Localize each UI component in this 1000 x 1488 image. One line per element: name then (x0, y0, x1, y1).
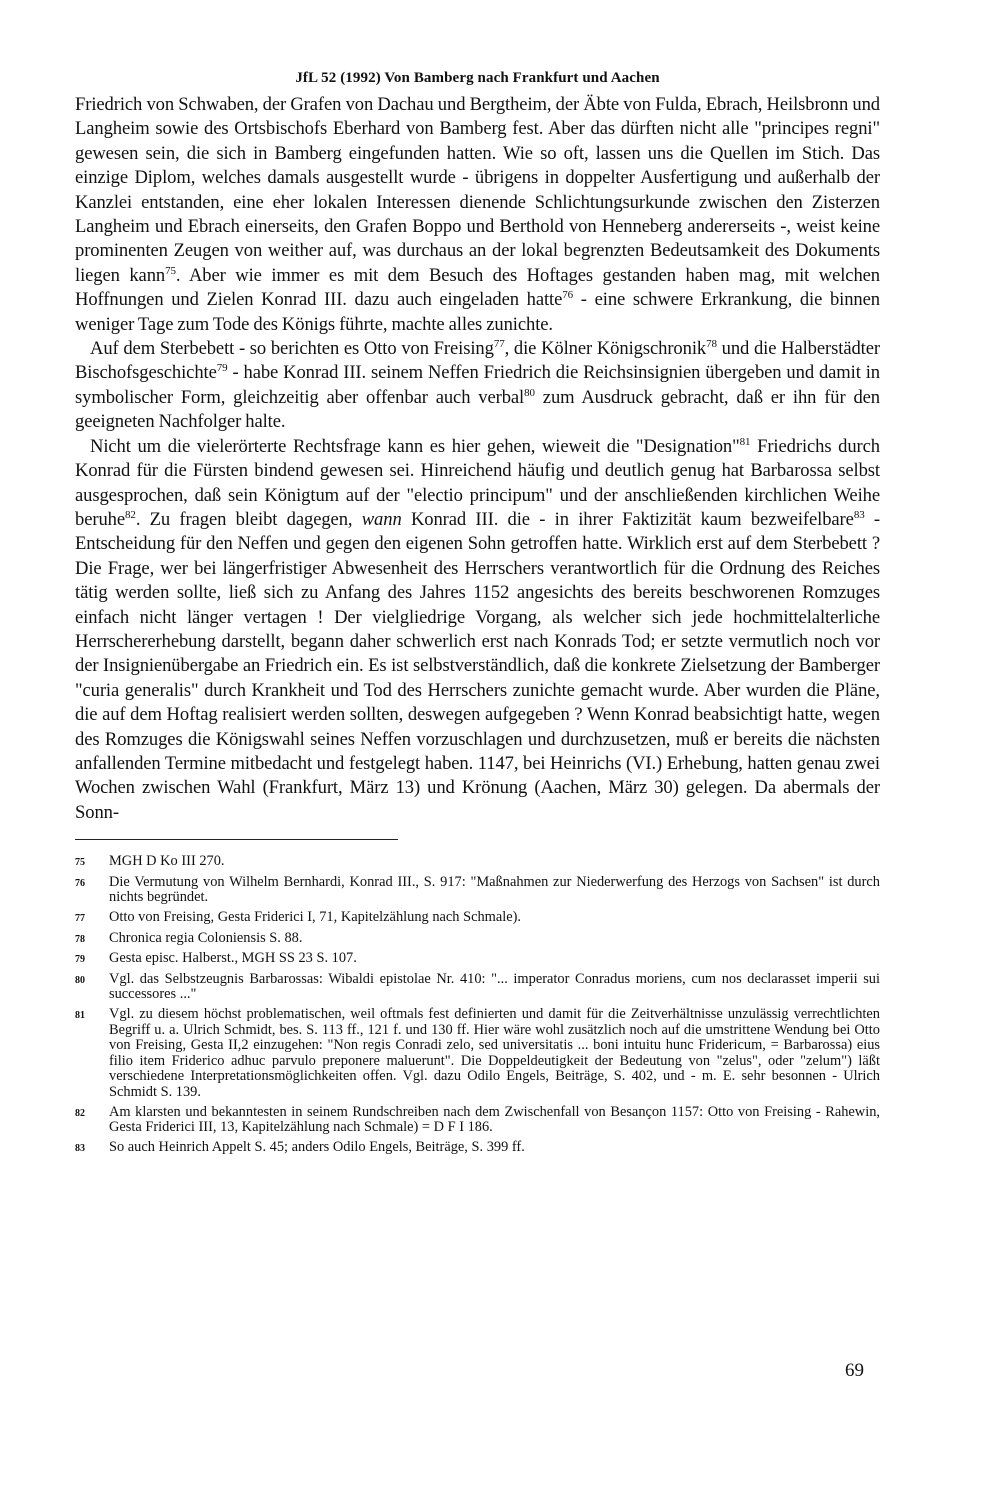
footnote-number: 75 (75, 857, 85, 869)
paragraph-1 (75, 93, 880, 337)
text-run: Nicht um die vielerörterte Rechtsfrage kann es hier gehen, wieweit die "Designation" (90, 435, 740, 457)
footnote-ref-83[interactable]: 83 (853, 508, 865, 521)
page-number: 69 (845, 1360, 864, 1381)
footnote-number: 78 (75, 933, 85, 945)
footnote-ref-76[interactable]: 76 (562, 289, 574, 302)
text-run: - Entscheidung für den Neffen und gegen den eigenen Sohn getroffen hatte. Wirklich erst auf dem Sterbebett ? Die Frage, wer bei längerfristiger Abwesenheit des Herrschers verantwortlich für die Ordnung des Reiches tätig werden sollte, ließ sich zu Anfang des Jahres 1152 angesichts des bereits beschworenen Romzuges einfach nicht länger vertagen ! Der vielgliedrige Vorgang, als welcher sich jede hochmittelalterliche Herrschererhebung darstellt, begann daher schwerlich erst nach Konrads Tod; er setzte vermutlich noch vor der Insignienübergabe an Friedrich ein. Es ist selbstverständlich, daß die konkrete Zielsetzung der Bamberger "curia generalis" durch Krankheit und Tod des Herrschers zunichte gemacht wurde. Aber wurden die Pläne, die auf dem Hoftag realisiert werden sollten, deswegen aufgegeben ? Wenn Konrad beabsichtigt hatte, wegen des Romzuges die Königswahl seines Neffen vorzuschlagen und durchzusetzen, muß er bereits die nächsten anfallenden Termine mitbedacht und festgelegt haben. 1147, bei Heinrichs (VI.) Erhebung, hatten genau zwei Wochen zwischen Wahl (Frankfurt, März 13) und Krönung (Aachen, März 30) gelegen. Da abermals der Sonn- (75, 508, 881, 823)
footnote-text: Gesta episc. Halberst., MGH SS 23 S. 107. (109, 950, 357, 967)
footnote-76 (75, 875, 880, 906)
text-run: Auf dem Sterbebett - so berichten es Otto von Freising (90, 338, 494, 360)
footnote-text: Chronica regia Coloniensis S. 88. (109, 929, 303, 946)
running-header: JfL 52 (1992) Von Bamberg nach Frankfurt und Aachen (295, 70, 660, 86)
footnote-number: 83 (75, 1142, 85, 1154)
text-run: . Zu fragen bleibt dagegen, (135, 508, 362, 530)
page (75, 70, 880, 1160)
footnote-number: 80 (75, 974, 85, 986)
footnote-75 (75, 854, 880, 871)
footnote-ref-77[interactable]: 77 (493, 338, 505, 351)
footnote-78 (75, 931, 880, 948)
footnote-number: 82 (75, 1107, 85, 1119)
footnote-text: Otto von Freising, Gesta Friderici I, 71, Kapitelzählung nach Schmale). (109, 908, 522, 925)
footnote-text: MGH D Ko III 270. (109, 853, 225, 870)
paragraph-3 (75, 435, 880, 826)
footnote-79 (75, 951, 880, 968)
footnote-text: Vgl. zu diesem höchst problematischen, weil oftmals fest definierten und damit für die Zeitverhältnisse unzulässig verrechtlichten Begriff u. a. Ulrich Schmidt, bes. S. 113 ff., 121 f. und 130 ff. Hier wäre wohl zusätzlich noch auf die umstrittene Wendung bei Otto von Freising, Gesta II,2 einzugehen: "Non regis Conradi zelo, sed universitatis ... boni intuitu hunc Fridericum, = Barbarossa) eius filio item Friderico adhuc parvulo preponere maluerunt". Die Doppeldeutigkeit der Bedeutung von "zelus", oder "zelum") läßt verschiedene Interpretationsmöglichkeiten offen. Vgl. dazu Odilo Engels, Beiträge, S. 402, und - m. E. sehr besonnen - Ulrich Schmidt S. 139. (109, 1005, 880, 1100)
footnote-number: 76 (75, 877, 85, 889)
footnote-ref-82[interactable]: 82 (125, 508, 136, 521)
text-run: zum Ausdruck gebracht, daß er ihn für den geeigneten Nachfolger halte. (75, 386, 880, 433)
footnote-83 (75, 1140, 880, 1157)
footnote-82 (75, 1105, 880, 1136)
footnote-number: 77 (75, 912, 85, 924)
footnote-77 (75, 910, 880, 927)
footnote-text: Vgl. das Selbstzeugnis Barbarossas: Wibaldi epistolae Nr. 410: "... imperator Conradus moriens, cum nos declarasset imperii sui successores ..." (109, 970, 880, 1003)
text-run: Friedrich von Schwaben, der Grafen von Dachau und Bergtheim, der Äbte von Fulda, Ebrach, Heilsbronn und Langheim sowie des Ortsbischofs Eberhard von Bamberg fest. Aber das dürften nicht alle "principes regni" gewesen sein, die sich in Bamberg eingefunden hatten. Wie so oft, lassen uns die Quellen im Stich. Das einzige Diplom, welches damals ausgestellt wurde - übrigens in doppelter Ausfertigung und außerhalb der Kanzlei entstanden, eine eher lokalen Interessen dienende Schlichtungsurkunde zwischen den Zisterzen Langheim und Ebrach einerseits, den Grafen Boppo und Berthold von Henneberg andererseits -, weist keine prominenten Zeugen von weither auf, was durchaus an der lokal begrenzten Bedeutsamkeit des Dokuments liegen kann (75, 94, 880, 286)
footnote-number: 81 (75, 1009, 85, 1021)
footnote-ref-78[interactable]: 78 (706, 338, 717, 351)
footnote-ref-75[interactable]: 75 (165, 264, 176, 277)
footnote-text: Am klarsten und bekanntesten in seinem Rundschreiben nach dem Zwischenfall von Besançon 1157: Otto von Freising - Rahewin, Gesta Friderici III, 13, Kapitelzählung nach Schmale) = D F I 186. (109, 1103, 880, 1136)
emphasis-wann: wann (361, 508, 402, 530)
text-run: Konrad III. die - in ihrer Faktizität kaum bezweifelbare (401, 508, 854, 530)
text-run: . Aber wie immer es mit dem Besuch des Hoftages gestanden haben mag, mit welchen Hoffnungen und Zielen Konrad III. dazu auch eingeladen hatte (75, 264, 880, 311)
text-run: , die Kölner Königschronik (504, 338, 707, 360)
paragraph-2 (75, 337, 880, 435)
text-run: Friedrichs durch Konrad für die Fürsten bindend gewesen sei. Hinreichend häufig und deutlich genug hat Barbarossa selbst ausgesprochen, daß sein Königtum auf der "electio principum" und der anschließenden kirchlichen Weihe beruhe (75, 435, 880, 530)
footnote-80 (75, 972, 880, 1003)
footnote-ref-79[interactable]: 79 (216, 362, 228, 375)
footnote-text: Die Vermutung von Wilhelm Bernhardi, Konrad III., S. 917: "Maßnahmen zur Niederwerfung des Herzogs von Sachsen" ist durch nichts begründet. (109, 873, 880, 906)
footnote-divider (75, 839, 398, 840)
body-text (75, 93, 880, 825)
footnote-text: So auch Heinrich Appelt S. 45; anders Odilo Engels, Beiträge, S. 399 ff. (109, 1138, 525, 1155)
text-run: - eine schwere Erkrankung, die binnen weniger Tage zum Tode des Königs führte, machte alles zunichte. (75, 289, 880, 335)
footnotes (75, 854, 880, 1156)
footnote-ref-80[interactable]: 80 (524, 386, 535, 399)
footnote-number: 79 (75, 954, 85, 966)
text-run: - habe Konrad III. seinem Neffen Friedrich die Reichsinsignien übergeben und damit in symbolischer Form, gleichzeitig aber offenbar auch verbal (75, 362, 880, 408)
footnote-ref-81[interactable]: 81 (739, 435, 751, 448)
footnote-81 (75, 1007, 880, 1101)
text-run: und die Halberstädter Bischofsgeschichte (75, 338, 880, 384)
